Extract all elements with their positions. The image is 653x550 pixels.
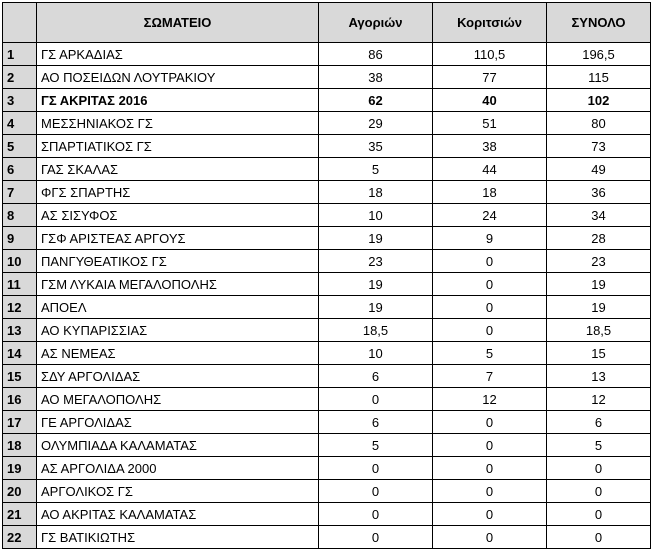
rank-cell: 18: [3, 434, 37, 457]
rank-cell: 20: [3, 480, 37, 503]
table-row: [3, 319, 651, 342]
club-cell: ΑΟ ΑΚΡΙΤΑΣ ΚΑΛΑΜΑΤΑΣ: [37, 503, 319, 526]
club-cell: ΓΑΣ ΣΚΑΛΑΣ: [37, 158, 319, 181]
club-cell: ΑΡΓΟΛΙΚΟΣ ΓΣ: [37, 480, 319, 503]
total-cell: 6: [547, 411, 651, 434]
boys-cell: 86: [319, 43, 433, 66]
boys-cell: 6: [319, 411, 433, 434]
rank-cell: 17: [3, 411, 37, 434]
girls-cell: 7: [433, 365, 547, 388]
table-row: [3, 365, 651, 388]
rank-cell: 9: [3, 227, 37, 250]
boys-cell: 19: [319, 273, 433, 296]
rank-cell: 19: [3, 457, 37, 480]
club-cell: ΓΣΦ ΑΡΙΣΤΕΑΣ ΑΡΓΟΥΣ: [37, 227, 319, 250]
girls-cell: 110,5: [433, 43, 547, 66]
boys-cell: 23: [319, 250, 433, 273]
club-cell: ΣΠΑΡΤΙΑΤΙΚΟΣ ΓΣ: [37, 135, 319, 158]
table-row: [3, 503, 651, 526]
girls-cell: 40: [433, 89, 547, 112]
total-cell: 13: [547, 365, 651, 388]
club-cell: ΑΟ ΚΥΠΑΡΙΣΣΙΑΣ: [37, 319, 319, 342]
table-row: [3, 204, 651, 227]
rank-cell: 22: [3, 526, 37, 549]
club-cell: ΑΣ ΣΙΣΥΦΟΣ: [37, 204, 319, 227]
boys-cell: 62: [319, 89, 433, 112]
total-cell: 23: [547, 250, 651, 273]
rank-cell: 2: [3, 66, 37, 89]
table-row: [3, 181, 651, 204]
total-cell: 196,5: [547, 43, 651, 66]
header-rank: [3, 3, 37, 43]
boys-cell: 0: [319, 480, 433, 503]
rank-cell: 21: [3, 503, 37, 526]
header-club: ΣΩΜΑΤΕΙΟ: [37, 3, 319, 43]
boys-cell: 0: [319, 388, 433, 411]
club-cell: ΓΣΜ ΛΥΚΑΙΑ ΜΕΓΑΛΟΠΟΛΗΣ: [37, 273, 319, 296]
rank-cell: 15: [3, 365, 37, 388]
total-cell: 102: [547, 89, 651, 112]
girls-cell: 0: [433, 296, 547, 319]
boys-cell: 29: [319, 112, 433, 135]
rank-cell: 3: [3, 89, 37, 112]
girls-cell: 0: [433, 273, 547, 296]
rank-cell: 6: [3, 158, 37, 181]
girls-cell: 0: [433, 434, 547, 457]
table-row: [3, 89, 651, 112]
table-row: [3, 342, 651, 365]
boys-cell: 0: [319, 457, 433, 480]
total-cell: 15: [547, 342, 651, 365]
standings-table: [2, 2, 651, 549]
total-cell: 34: [547, 204, 651, 227]
girls-cell: 0: [433, 480, 547, 503]
rank-cell: 4: [3, 112, 37, 135]
club-cell: ΓΣ ΑΚΡΙΤΑΣ 2016: [37, 89, 319, 112]
club-cell: ΓΣ ΑΡΚΑΔΙΑΣ: [37, 43, 319, 66]
boys-cell: 5: [319, 158, 433, 181]
club-cell: ΠΑΝΓΥΘΕΑΤΙΚΟΣ ΓΣ: [37, 250, 319, 273]
rank-cell: 8: [3, 204, 37, 227]
girls-cell: 5: [433, 342, 547, 365]
girls-cell: 0: [433, 250, 547, 273]
boys-cell: 18: [319, 181, 433, 204]
total-cell: 73: [547, 135, 651, 158]
table-row: [3, 457, 651, 480]
boys-cell: 10: [319, 204, 433, 227]
table-row: [3, 480, 651, 503]
girls-cell: 18: [433, 181, 547, 204]
total-cell: 36: [547, 181, 651, 204]
girls-cell: 44: [433, 158, 547, 181]
club-cell: ΑΟ ΠΟΣΕΙΔΩΝ ΛΟΥΤΡΑΚΙΟΥ: [37, 66, 319, 89]
club-cell: ΑΠΟΕΛ: [37, 296, 319, 319]
boys-cell: 18,5: [319, 319, 433, 342]
boys-cell: 19: [319, 296, 433, 319]
total-cell: 0: [547, 526, 651, 549]
boys-cell: 0: [319, 526, 433, 549]
boys-cell: 35: [319, 135, 433, 158]
boys-cell: 38: [319, 66, 433, 89]
table-row: [3, 158, 651, 181]
boys-cell: 6: [319, 365, 433, 388]
girls-cell: 24: [433, 204, 547, 227]
total-cell: 80: [547, 112, 651, 135]
total-cell: 12: [547, 388, 651, 411]
club-cell: ΜΕΣΣΗΝΙΑΚΟΣ ΓΣ: [37, 112, 319, 135]
rank-cell: 13: [3, 319, 37, 342]
table-row: [3, 273, 651, 296]
table-row: [3, 135, 651, 158]
girls-cell: 0: [433, 526, 547, 549]
club-cell: ΣΔΥ ΑΡΓΟΛΙΔΑΣ: [37, 365, 319, 388]
rank-cell: 1: [3, 43, 37, 66]
header-row: [3, 3, 651, 43]
girls-cell: 0: [433, 411, 547, 434]
boys-cell: 5: [319, 434, 433, 457]
girls-cell: 0: [433, 319, 547, 342]
rank-cell: 12: [3, 296, 37, 319]
table-row: [3, 296, 651, 319]
girls-cell: 0: [433, 457, 547, 480]
girls-cell: 12: [433, 388, 547, 411]
total-cell: 0: [547, 503, 651, 526]
club-cell: ΦΓΣ ΣΠΑΡΤΗΣ: [37, 181, 319, 204]
header-boys: Αγοριών: [319, 3, 433, 43]
table-row: [3, 66, 651, 89]
rank-cell: 10: [3, 250, 37, 273]
girls-cell: 38: [433, 135, 547, 158]
rank-cell: 16: [3, 388, 37, 411]
girls-cell: 51: [433, 112, 547, 135]
total-cell: 28: [547, 227, 651, 250]
boys-cell: 10: [319, 342, 433, 365]
girls-cell: 0: [433, 503, 547, 526]
total-cell: 5: [547, 434, 651, 457]
table-row: [3, 388, 651, 411]
rank-cell: 5: [3, 135, 37, 158]
rank-cell: 14: [3, 342, 37, 365]
table-row: [3, 250, 651, 273]
total-cell: 19: [547, 296, 651, 319]
total-cell: 19: [547, 273, 651, 296]
total-cell: 0: [547, 457, 651, 480]
table-row: [3, 227, 651, 250]
total-cell: 18,5: [547, 319, 651, 342]
girls-cell: 9: [433, 227, 547, 250]
header-girls: Κοριτσιών: [433, 3, 547, 43]
header-total: ΣΥΝΟΛΟ: [547, 3, 651, 43]
club-cell: ΑΟ ΜΕΓΑΛΟΠΟΛΗΣ: [37, 388, 319, 411]
table-row: [3, 411, 651, 434]
table-row: [3, 43, 651, 66]
club-cell: ΑΣ ΑΡΓΟΛΙΔΑ 2000: [37, 457, 319, 480]
boys-cell: 0: [319, 503, 433, 526]
total-cell: 115: [547, 66, 651, 89]
club-cell: ΓΕ ΑΡΓΟΛΙΔΑΣ: [37, 411, 319, 434]
rank-cell: 11: [3, 273, 37, 296]
total-cell: 0: [547, 480, 651, 503]
club-cell: ΑΣ ΝΕΜΕΑΣ: [37, 342, 319, 365]
rank-cell: 7: [3, 181, 37, 204]
club-cell: ΓΣ ΒΑΤΙΚΙΩΤΗΣ: [37, 526, 319, 549]
club-cell: ΟΛΥΜΠΙΑΔΑ ΚΑΛΑΜΑΤΑΣ: [37, 434, 319, 457]
table-row: [3, 526, 651, 549]
table-body: [3, 43, 651, 549]
boys-cell: 19: [319, 227, 433, 250]
total-cell: 49: [547, 158, 651, 181]
girls-cell: 77: [433, 66, 547, 89]
table-row: [3, 112, 651, 135]
table-row: [3, 434, 651, 457]
